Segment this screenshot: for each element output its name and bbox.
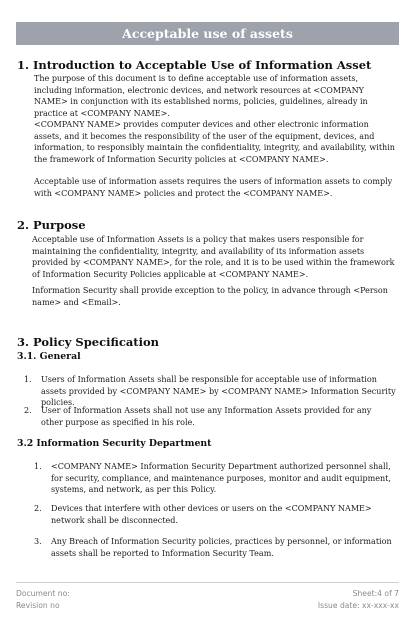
document-title-banner: Acceptable use of assets xyxy=(16,22,399,45)
list-item-number: 2. xyxy=(34,504,42,513)
list-item-text: User of Information Assets shall not use any Information Assets provided for any other purpose as specified in his role. xyxy=(41,406,372,427)
section-3-heading xyxy=(17,335,159,349)
footer-divider xyxy=(16,582,399,583)
footer-revision-no: Revision no xyxy=(16,601,60,610)
list-item-number: 1. xyxy=(34,462,42,471)
intro-paragraph-2: <COMPANY NAME> provides computer devices and other electronic information assets, and it becomes the responsibility of the user of the equipment, devices, and information, to responsibly maintain the confidentiality, integrity, and availability, within the framework of Information Security policies at <COMPANY NAME>. xyxy=(34,120,395,164)
list-item-number: 3. xyxy=(34,537,42,546)
footer-document-no: Document no: xyxy=(16,589,70,598)
list-item-text: <COMPANY NAME> Information Security Department authorized personnel shall, for security, compliance, and maintenance purposes, monitor and audit equipment, systems, and network, as per this Policy. xyxy=(51,462,391,494)
list-item-text: Devices that interfere with other devices or users on the <COMPANY NAME> network shall be disconnected. xyxy=(51,504,372,525)
purpose-paragraph-2: Information Security shall provide exception to the policy, in advance through <Person name> and <Email>. xyxy=(32,286,388,307)
intro-paragraph-3: Acceptable use of information assets requires the users of information assets to comply with <COMPANY NAME> policies and protect the <COMPANY NAME>. xyxy=(34,177,393,198)
list-item-text: Users of Information Assets shall be responsible for acceptable use of information assets provided by <COMPANY NAME> by <COMPANY NAME> Information Security policies. xyxy=(41,375,396,407)
intro-paragraph-1: The purpose of this document is to define acceptable use of information assets, including information, electronic devices, and network resources at <COMPANY NAME> in conjunction with its established norms, policies, guidelines, already in practice at <COMPANY NAME>. xyxy=(34,74,368,118)
list-item-number: 1. xyxy=(24,375,32,384)
section-2-number: 2. xyxy=(17,218,30,232)
subsection-3-2-heading: 3.2 Information Security Department xyxy=(17,438,212,449)
list-item xyxy=(24,374,398,407)
section-2-title: Purpose xyxy=(33,218,86,232)
footer-sheet: Sheet:4 of 7 xyxy=(352,589,399,598)
footer-issue-date: Issue date: xx-xxx-xx xyxy=(317,601,399,610)
section-3-number: 3. xyxy=(17,335,30,349)
list-item-number: 2. xyxy=(24,406,32,415)
list-item xyxy=(34,461,398,497)
list-item xyxy=(24,405,398,429)
list-item xyxy=(34,503,398,527)
list-item xyxy=(34,536,398,560)
subsection-3-1-heading: 3.1. General xyxy=(17,351,81,362)
section-3-title: Policy Specification xyxy=(33,335,159,349)
list-item-text: Any Breach of Information Security policies, practices by personnel, or information assets shall be reported to Information Security Team. xyxy=(51,537,392,558)
section-1-title: Introduction to Acceptable Use of Information Asset xyxy=(33,58,372,72)
section-2-heading xyxy=(17,218,86,232)
section-1-number: 1. xyxy=(17,58,30,72)
section-1-heading xyxy=(17,58,371,72)
purpose-paragraph-1: Acceptable use of Information Assets is a policy that makes users responsible for maintaining the confidentiality, integrity, and availability of its information assets provided by <COMPANY NAME>, for the role, and it is to be used within the framework of Information Security Policies applicable at <COMPANY NAME>. xyxy=(32,235,395,279)
